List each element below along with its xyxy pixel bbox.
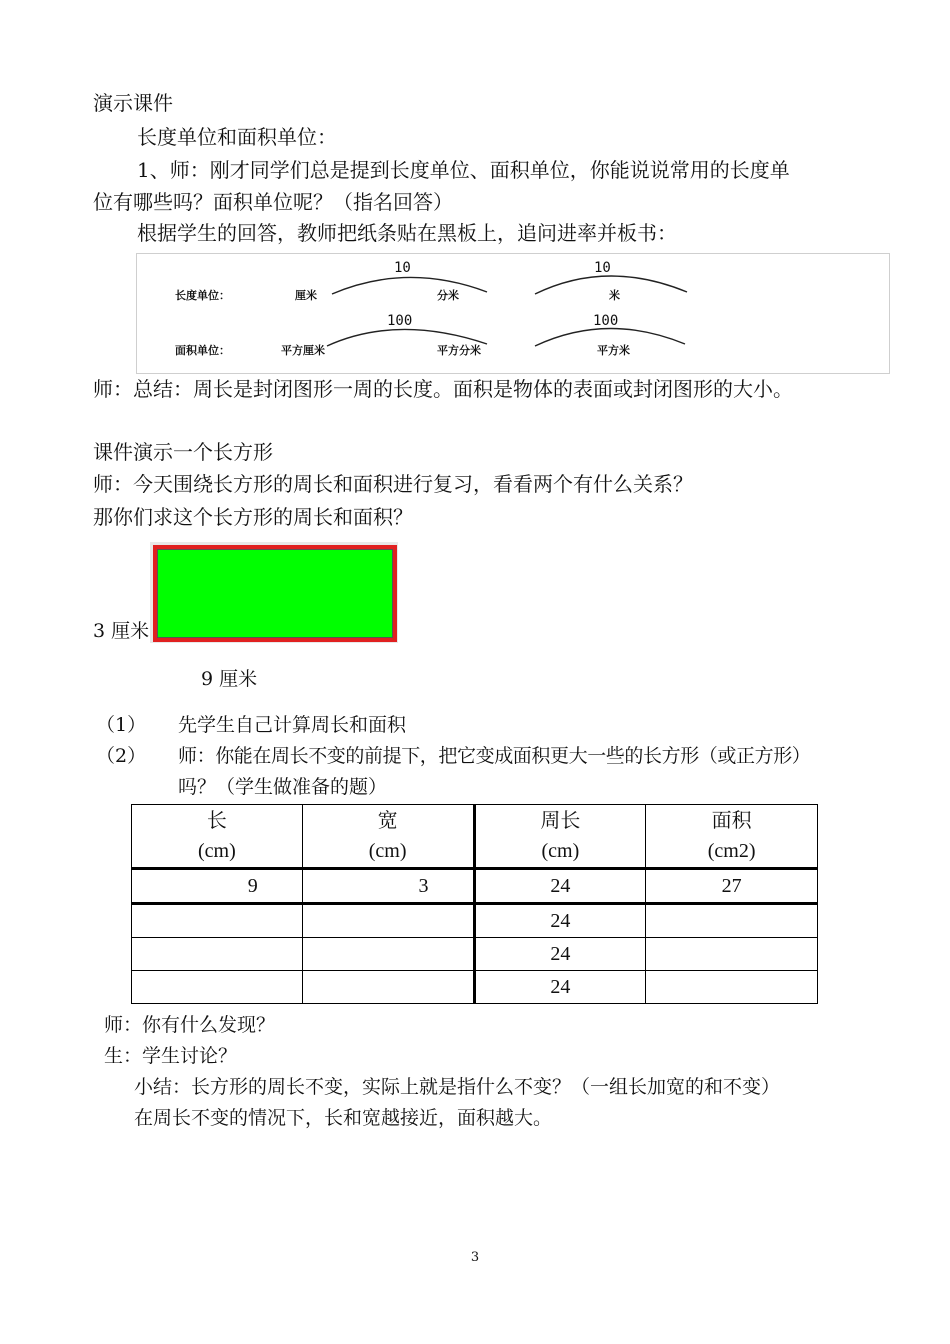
table-cell: 9: [132, 869, 303, 904]
header-unit: (cm): [541, 840, 580, 862]
header-name: 宽: [377, 810, 398, 832]
table-cell: [646, 904, 818, 938]
unit-cm: 厘米: [295, 289, 317, 302]
table-cell: [132, 938, 303, 971]
table-row: [132, 971, 818, 1004]
paragraph-line: 师：你有什么发现？: [104, 1014, 276, 1036]
table-row: [132, 938, 818, 971]
header-name: 周长: [540, 810, 581, 832]
table-row: [132, 904, 818, 938]
table-header-cell: [474, 805, 646, 869]
width-label: 3 厘米: [93, 620, 150, 642]
item-text-continued: 吗？（学生做准备的题）: [178, 776, 388, 798]
table-cell: 24: [474, 971, 646, 1004]
table-cell: [302, 938, 474, 971]
paragraph-line: 1、师：刚才同学们总是提到长度单位、面积单位，你能说说常用的长度单: [137, 158, 790, 182]
header-name: 面积: [711, 810, 752, 832]
rate-area-2: 100: [593, 313, 619, 329]
green-rectangle: [153, 545, 397, 642]
perimeter-area-table: [131, 804, 818, 1004]
header-unit: (cm2): [707, 840, 756, 862]
paragraph-line: 师：今天围绕长方形的周长和面积进行复习，看看两个有什么关系？: [93, 472, 693, 496]
table-row: [132, 869, 818, 904]
table-cell: 24: [474, 938, 646, 971]
table-cell: [646, 971, 818, 1004]
section-title: 长度单位和面积单位：: [137, 125, 337, 149]
paragraph-line: 那你们求这个长方形的周长和面积？: [93, 505, 413, 529]
table-cell: 3: [302, 869, 474, 904]
heading-demo: 演示课件: [93, 91, 173, 115]
table-cell: 24: [474, 869, 646, 904]
table-header-cell: [302, 805, 474, 869]
item-text: 师：你能在周长不变的前提下，把它变成面积更大一些的长方形（或正方形）: [178, 745, 811, 767]
table-header-cell: [646, 805, 818, 869]
length-label: 9 厘米: [201, 668, 258, 690]
length-units-label: 长度单位：: [175, 289, 230, 302]
item-text: 先学生自己计算周长和面积: [178, 714, 407, 736]
arc-cm-dm: [332, 277, 487, 294]
unit-sq-m: 平方米: [597, 344, 630, 357]
table-header-row: [132, 805, 818, 869]
rectangle-figure: [150, 542, 398, 643]
page-number: 3: [470, 1250, 480, 1265]
paragraph-line: 课件演示一个长方形: [93, 440, 273, 464]
header-name: 长: [206, 810, 227, 832]
table-cell: [302, 971, 474, 1004]
unit-rate-svg: [137, 254, 889, 373]
rate-area-1: 100: [387, 313, 413, 329]
table-cell: [646, 938, 818, 971]
table-cell: 27: [646, 869, 818, 904]
rate-length-1: 10: [394, 260, 411, 276]
area-units-label: 面积单位：: [175, 344, 230, 357]
header-unit: (cm): [368, 840, 407, 862]
unit-rate-diagram: [136, 253, 890, 374]
item-number: （2）: [96, 745, 147, 767]
item-number: （1）: [96, 714, 147, 736]
unit-m: 米: [609, 289, 620, 302]
table-header-cell: [132, 805, 303, 869]
summary-conclusion: 在周长不变的情况下，长和宽越接近，面积越大。: [134, 1107, 553, 1129]
unit-sq-dm: 平方分米: [437, 344, 481, 357]
header-unit: (cm): [197, 840, 236, 862]
table-cell: [132, 971, 303, 1004]
table-cell: 24: [474, 904, 646, 938]
paragraph-line: 生：学生讨论？: [104, 1045, 238, 1067]
unit-sq-cm: 平方厘米: [281, 344, 325, 357]
table-cell: [132, 904, 303, 938]
summary-conclusion: 小结：长方形的周长不变，实际上就是指什么不变？（一组长加宽的和不变）: [134, 1076, 781, 1098]
unit-dm: 分米: [437, 289, 459, 302]
rate-length-2: 10: [594, 260, 611, 276]
paragraph-line: 根据学生的回答，教师把纸条贴在黑板上，追问进率并板书：: [137, 221, 677, 245]
paragraph-line: 位有哪些吗？面积单位呢？（指名回答）: [93, 190, 453, 214]
summary-line: 师：总结：周长是封闭图形一周的长度。面积是物体的表面或封闭图形的大小。: [93, 377, 793, 401]
table-cell: [302, 904, 474, 938]
